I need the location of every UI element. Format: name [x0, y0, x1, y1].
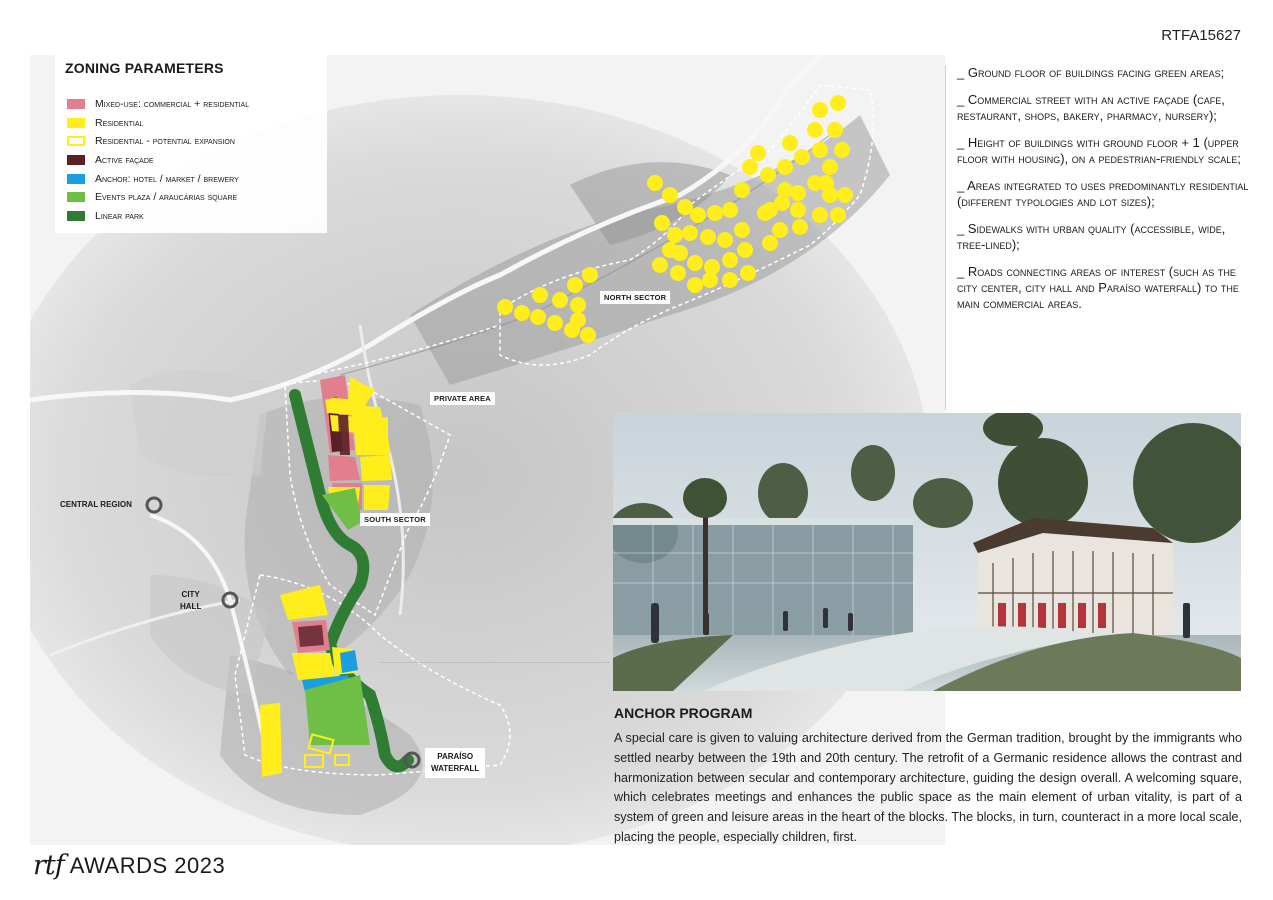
design-guidelines-list [957, 65, 1249, 323]
private-area-label: PRIVATE AREA [430, 392, 495, 405]
legend-title: ZONING PARAMETERS [65, 60, 224, 76]
legend-item [67, 188, 249, 207]
guideline-item: _ Ground floor of buildings facing green areas; [957, 65, 1225, 80]
legend-label: Active façade [95, 154, 154, 167]
legend-label: Mixed-use: commercial + residential [95, 98, 250, 111]
guideline-item: _ Roads connecting areas of interest (such as the city center, city hall and Paraíso waterfall) to the main commercial areas. [957, 264, 1239, 311]
anchor-rendering-image [613, 413, 1241, 691]
legend-item [67, 132, 249, 151]
legend-swatch [67, 136, 85, 146]
central-region-label: CENTRAL REGION [60, 500, 132, 509]
legend-swatch [67, 174, 85, 184]
legend-label: Linear park [95, 209, 144, 222]
guideline-item: _ Height of buildings with ground floor + 1 (upper floor with housing), on a pedestrian-friendly scale; [957, 135, 1241, 166]
anchor-program-title: ANCHOR PROGRAM [614, 705, 753, 721]
legend-label: Events plaza / araucárias square [95, 191, 238, 204]
footer [33, 850, 225, 881]
legend-item [67, 95, 249, 114]
legend-label: Residential [95, 116, 144, 129]
guideline-item: _ Sidewalks with urban quality (accessible, wide, tree-lined); [957, 221, 1226, 252]
page-code: RTFA15627 [1161, 27, 1241, 44]
legend-item [67, 207, 249, 226]
legend-swatch [67, 99, 85, 109]
waterfall-label [425, 748, 485, 778]
city-hall-line2: HALL [180, 602, 202, 611]
waterfall-line1: PARAÍSO [437, 752, 474, 761]
city-hall-label [180, 589, 201, 613]
vertical-divider [945, 65, 946, 410]
south-sector-label: SOUTH SECTOR [360, 513, 430, 526]
legend-swatch [67, 192, 85, 202]
awards-year-text: AWARDS 2023 [69, 852, 226, 878]
guideline-item: _ Commercial street with an active façade (cafe, restaurant, shops, bakery, pharmacy, nursery); [957, 92, 1225, 123]
city-hall-line1: CITY [181, 590, 200, 599]
legend-item [67, 114, 249, 133]
guideline-item: _ Areas integrated to uses predominantly residential (different typologies and lot sizes); [957, 178, 1249, 209]
legend-swatch [67, 118, 85, 128]
rtf-logo: rtf [33, 850, 64, 881]
legend-item [67, 151, 249, 170]
zoning-legend [55, 55, 327, 233]
rendering-illustration [613, 413, 1241, 691]
legend-swatch [67, 211, 85, 221]
legend-item [67, 169, 249, 188]
legend-list [67, 95, 249, 225]
legend-label: Anchor: hotel / market / brewery [95, 172, 239, 185]
horizontal-divider [380, 662, 610, 663]
legend-label: Residential - potential expansion [95, 135, 235, 148]
waterfall-line2: WATERFALL [431, 764, 480, 773]
legend-swatch [67, 155, 85, 165]
north-sector-label: NORTH SECTOR [600, 291, 670, 304]
anchor-program-text: A special care is given to valuing architecture derived from the German tradition, brought by the immigrants who settled nearby between the 19th and 20th century. The retrofit of a Germanic residence allows the contrast and harmonization between secular and contemporary architecture, guiding the design overall. A welcoming square, which celebrates meetings and enhances the public space as the main element of urban vitality, is part of a system of green and leisure areas in the heart of the blocks. The blocks, in turn, counteract in a more local scale, placing the people, especially children, first. [614, 731, 1242, 844]
